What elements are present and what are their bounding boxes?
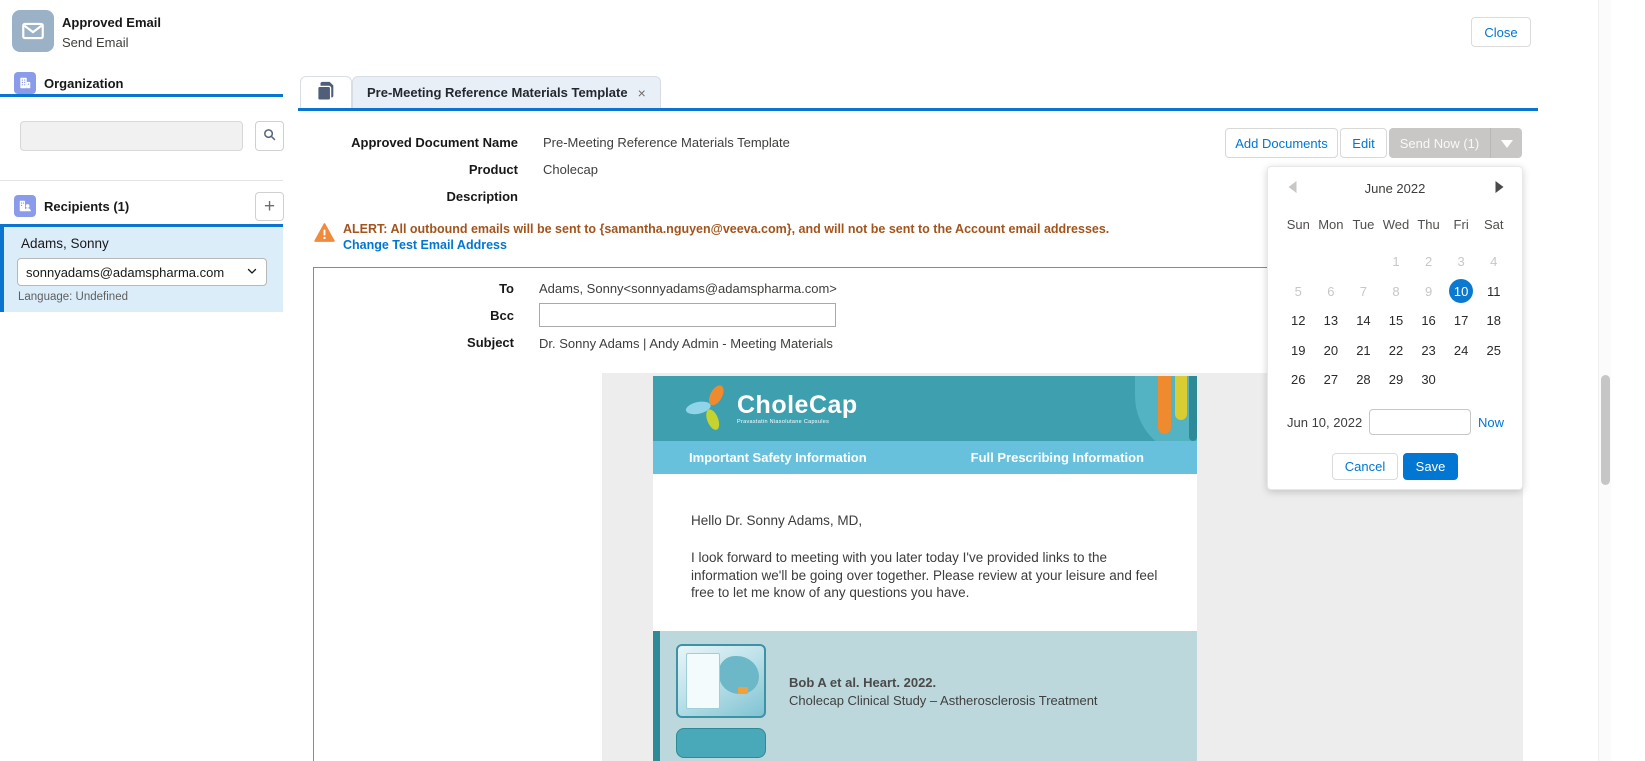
send-now-button[interactable]: Send Now (1) (1389, 128, 1490, 158)
cholecap-logo-icon (683, 380, 737, 437)
subject-value: Dr. Sonny Adams | Andy Admin - Meeting Materials (539, 336, 833, 351)
time-input[interactable] (1369, 409, 1471, 435)
calendar-day-header: Sun (1286, 217, 1310, 232)
cancel-button[interactable]: Cancel (1332, 453, 1398, 480)
calendar-day[interactable]: 6 (1327, 283, 1335, 299)
calendar-day[interactable]: 9 (1424, 283, 1433, 299)
calendar-month-label: June 2022 (1364, 181, 1426, 196)
calendar-day-headers (1282, 217, 1510, 232)
calendar-day[interactable]: 26 (1291, 372, 1306, 388)
calendar-day[interactable]: 29 (1388, 372, 1404, 388)
description-label: Description (446, 189, 518, 204)
page-title: Approved Email (62, 15, 161, 30)
approved-document-name-label: Approved Document Name (351, 135, 518, 150)
edit-button[interactable]: Edit (1340, 128, 1387, 158)
calendar-day[interactable]: 4 (1490, 254, 1498, 270)
alert-message: ALERT: All outbound emails will be sent to {samantha.nguyen@veeva.com}, and will not be sent to the Account email addresses. (343, 222, 1110, 236)
calendar-day[interactable]: 13 (1323, 313, 1339, 329)
calendar-day[interactable]: 21 (1356, 342, 1371, 358)
sidebar-divider (0, 180, 283, 181)
building-icon (14, 72, 36, 94)
calendar-day[interactable]: 11 (1486, 283, 1501, 299)
calendar-day-header: Fri (1453, 217, 1469, 232)
calendar-day[interactable]: 14 (1356, 313, 1371, 329)
calendar-grid (1282, 247, 1510, 395)
tab-close-icon[interactable]: × (637, 84, 646, 101)
thumbnail-highlight (738, 687, 748, 694)
banner-stripe (1175, 376, 1187, 420)
calendar-empty-cell (1282, 247, 1315, 277)
email-paragraph: I look forward to meeting with you later today I've provided links to the information we'll be going over together. Please review at your leisure and feel free to let me know of any questions you have. (691, 550, 1158, 601)
organization-underline (0, 94, 283, 97)
banner-stripe (1189, 376, 1197, 441)
email-greeting: Hello Dr. Sonny Adams, MD, (691, 513, 863, 528)
email-body (653, 474, 1197, 631)
page-scrollbar[interactable] (1598, 0, 1611, 761)
calendar-day-header: Tue (1352, 217, 1375, 232)
change-test-email-link[interactable]: Change Test Email Address (343, 238, 507, 252)
calendar-day[interactable]: 15 (1388, 313, 1404, 329)
tab-documents[interactable] (300, 76, 352, 108)
send-options-dropdown-button[interactable] (1490, 128, 1522, 158)
tab-underline (298, 108, 1538, 111)
calendar-day[interactable]: 12 (1291, 313, 1306, 329)
calendar-day[interactable]: 2 (1424, 254, 1433, 270)
product-label: Product (468, 162, 518, 177)
people-building-icon (14, 195, 36, 217)
calendar-day[interactable]: 20 (1323, 342, 1339, 358)
selected-date-label: Jun 10, 2022 (1287, 415, 1363, 430)
caret-down-icon (1501, 136, 1513, 151)
calendar-empty-cell (1315, 247, 1348, 277)
calendar-day[interactable]: 3 (1457, 254, 1465, 270)
calendar-empty-cell (1445, 365, 1478, 395)
page-subtitle: Send Email (62, 35, 129, 50)
organization-section-label: Organization (44, 76, 124, 91)
documents-icon (315, 80, 337, 105)
calendar-day-header: Wed (1382, 217, 1410, 232)
calendar-day[interactable]: 25 (1486, 342, 1501, 358)
document-thumbnail[interactable] (676, 644, 766, 718)
chevron-down-icon (246, 265, 258, 280)
citation-block (653, 631, 1197, 761)
field-row (333, 135, 1083, 150)
calendar-day[interactable]: 18 (1486, 313, 1501, 329)
recipient-name: Adams, Sonny (21, 236, 109, 251)
calendar-day[interactable]: 8 (1392, 283, 1400, 299)
brand-name: CholeCap (737, 390, 858, 419)
tab-template-label: Pre-Meeting Reference Materials Template (367, 85, 628, 100)
thumbnail-page-graphic (686, 653, 720, 709)
save-button[interactable]: Save (1403, 453, 1458, 480)
field-row (333, 189, 1083, 204)
calendar-day[interactable]: 28 (1356, 372, 1371, 388)
organization-search-input[interactable] (20, 121, 243, 151)
calendar-empty-cell (1477, 365, 1510, 395)
bcc-input[interactable] (539, 303, 836, 327)
full-prescribing-information-link[interactable]: Full Prescribing Information (970, 450, 1144, 465)
calendar-day[interactable]: 1 (1392, 254, 1400, 270)
calendar-day[interactable]: 5 (1294, 283, 1302, 299)
add-recipient-button[interactable] (255, 192, 284, 221)
caret-right-icon[interactable] (1495, 181, 1504, 196)
calendar-day[interactable]: 19 (1291, 342, 1306, 358)
to-value: Adams, Sonny<sonnyadams@adamspharma.com> (539, 281, 837, 296)
calendar-day-header: Sat (1483, 217, 1504, 232)
envelope-icon (12, 10, 54, 52)
to-label: To (499, 281, 514, 296)
close-button[interactable]: Close (1471, 17, 1531, 47)
brand-tagline: Pravastatin Niasolutane Capsules (737, 418, 830, 425)
warning-triangle-icon (314, 223, 335, 245)
citation-title: Bob A et al. Heart. 2022. (789, 675, 937, 690)
recipient-email-value: sonnyadams@adamspharma.com (26, 264, 225, 280)
field-row (333, 162, 1083, 177)
approved-document-name-value: Pre-Meeting Reference Materials Template (543, 135, 790, 150)
email-brand-banner (653, 376, 1197, 441)
calendar-day[interactable]: 24 (1453, 342, 1469, 358)
calendar-day[interactable]: 22 (1388, 342, 1404, 358)
recipient-language: Language: Undefined (18, 291, 128, 303)
calendar-day[interactable]: 17 (1453, 313, 1469, 329)
calendar-empty-cell (1347, 247, 1380, 277)
calendar-day[interactable]: 27 (1323, 372, 1339, 388)
email-document (653, 376, 1197, 761)
product-value: Cholecap (543, 162, 598, 177)
datepicker-popup (1267, 166, 1523, 490)
calendar-day[interactable]: 23 (1421, 342, 1436, 358)
citation-button[interactable] (676, 728, 766, 758)
calendar-day[interactable]: 10 (1445, 277, 1478, 307)
calendar-day[interactable]: 16 (1421, 313, 1436, 329)
calendar-day-header: Thu (1417, 217, 1440, 232)
recipients-section-label: Recipients (1) (44, 199, 130, 214)
important-safety-information-link[interactable]: Important Safety Information (689, 450, 867, 465)
tab-template[interactable] (352, 76, 661, 108)
isi-bar (653, 441, 1197, 474)
scrollbar-thumb[interactable] (1601, 375, 1610, 485)
citation-subtitle: Cholecap Clinical Study – Astherosclerosis Treatment (789, 693, 1098, 708)
banner-stripe (1158, 376, 1171, 434)
magnifier-icon (262, 127, 277, 145)
now-link[interactable]: Now (1478, 415, 1505, 430)
add-documents-button[interactable]: Add Documents (1225, 128, 1338, 158)
bcc-label: Bcc (490, 308, 514, 323)
recipient-email-select[interactable] (17, 258, 267, 286)
subject-label: Subject (467, 335, 514, 350)
recipient-card[interactable] (0, 227, 283, 312)
calendar-day-header: Mon (1318, 217, 1344, 232)
search-button[interactable] (255, 121, 284, 151)
plus-icon: + (263, 195, 276, 217)
calendar-day[interactable]: 30 (1421, 372, 1436, 388)
calendar-day[interactable]: 7 (1359, 283, 1368, 299)
